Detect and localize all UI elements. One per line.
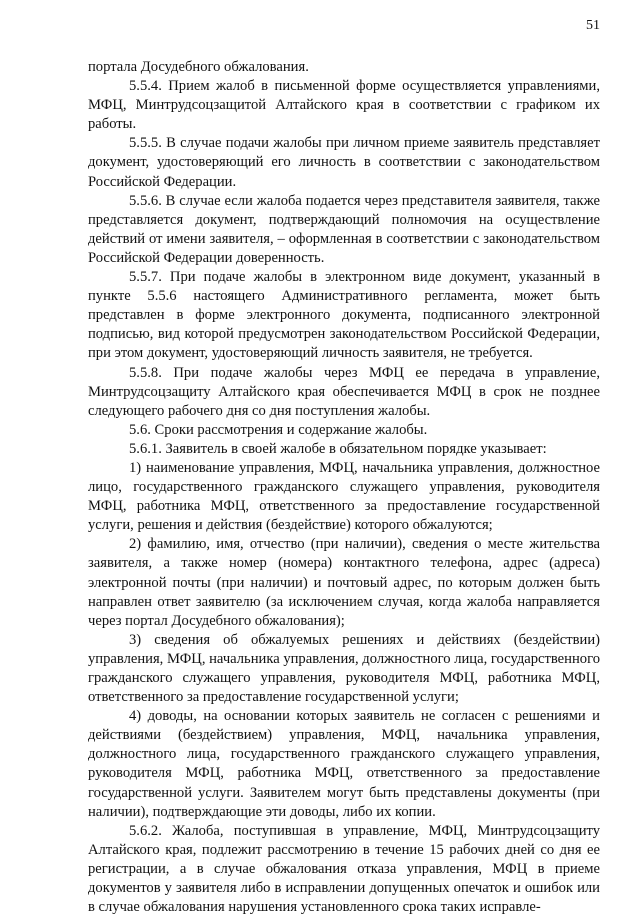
section-heading: 5.6. Сроки рассмотрения и содержание жалобы. bbox=[129, 421, 428, 438]
paragraph: 5.6.1. Заявитель в своей жалобе в обязательном порядке указывает: bbox=[129, 440, 547, 457]
paragraph: 5.5.7. При подаче жалобы в электронном виде документ, указанный в пункте 5.5.6 настоящего Административного регламента, может быть представлен в форме электронного документа, подписанного электронной подписью, вид которой предусмотрен законодательством Российской Федерации, при этом документ, удостоверяющий личность заявителя, не требуется. bbox=[88, 269, 600, 362]
paragraph: 5.5.8. При подаче жалобы через МФЦ ее передача в управление, Минтрудсоцзащиту Алтайского края обеспечивается МФЦ в срок не позднее следующего рабочего дня со дня поступления жалобы. bbox=[88, 364, 600, 419]
list-item: 2) фамилию, имя, отчество (при наличии), сведения о месте жительства заявителя, а также номер (номера) контактного телефона, адрес (адреса) электронной почты (при наличии) и почтовый адрес, по которым должен быть направлен ответ заявителю (за исключением случая, когда жалоба направляется через портал Досудебного обжалования); bbox=[88, 536, 600, 629]
list-item: 4) доводы, на основании которых заявитель не согласен с решениями и действиями (бездействием) управления, МФЦ, начальника управления, должностного лица, государственного гражданского служащего управления, руководителя МФЦ, работника МФЦ, ответственного за предоставление государственной услуги. Заявителем могут быть представлены документы (при наличии), подтверждающие эти доводы, либо их копии. bbox=[88, 708, 600, 820]
page-number: 51 bbox=[586, 18, 600, 33]
list-item: 1) наименование управления, МФЦ, начальника управления, должностное лицо, государственного гражданского служащего управления, руководителя МФЦ, работника МФЦ, ответственного за предоставление государственной услуги, решения и действия (бездействие) которого обжалуются; bbox=[88, 459, 600, 534]
paragraph: портала Досудебного обжалования. bbox=[88, 59, 309, 75]
paragraph: 5.5.5. В случае подачи жалобы при личном приеме заявитель представляет документ, удостоверяющий его личность в соответствии с законодательством Российской Федерации. bbox=[88, 135, 600, 190]
list-item: 3) сведения об обжалуемых решениях и действиях (бездействии) управления, МФЦ, начальника управления, должностного лица, государственного гражданского служащего управления, руководителя МФЦ, работника МФЦ, ответственного за предоставление государственной услуги; bbox=[88, 631, 600, 706]
paragraph: 5.5.4. Прием жалоб в письменной форме осуществляется управлениями, МФЦ, Минтрудсоцзащитой Алтайского края в соответствии с графиком их работы. bbox=[88, 78, 600, 133]
paragraph: 5.6.2. Жалоба, поступившая в управление, МФЦ, Минтрудсоцзащиту Алтайского края, подлежит рассмотрению в течение 15 рабочих дней со дня ее регистрации, а в случае обжалования отказа управления, МФЦ в приеме документов у заявителя либо в исправлении допущенных опечаток и ошибок или в случае обжалования нарушения установленного срока таких исправле- bbox=[88, 822, 600, 916]
paragraph: 5.5.6. В случае если жалоба подается через представителя заявителя, также представляется документ, подтверждающий полномочия на осуществление действий от имени заявителя, – оформленная в соответствии с законодательством Российской Федерации доверенность. bbox=[88, 192, 600, 266]
document-body bbox=[88, 58, 600, 917]
